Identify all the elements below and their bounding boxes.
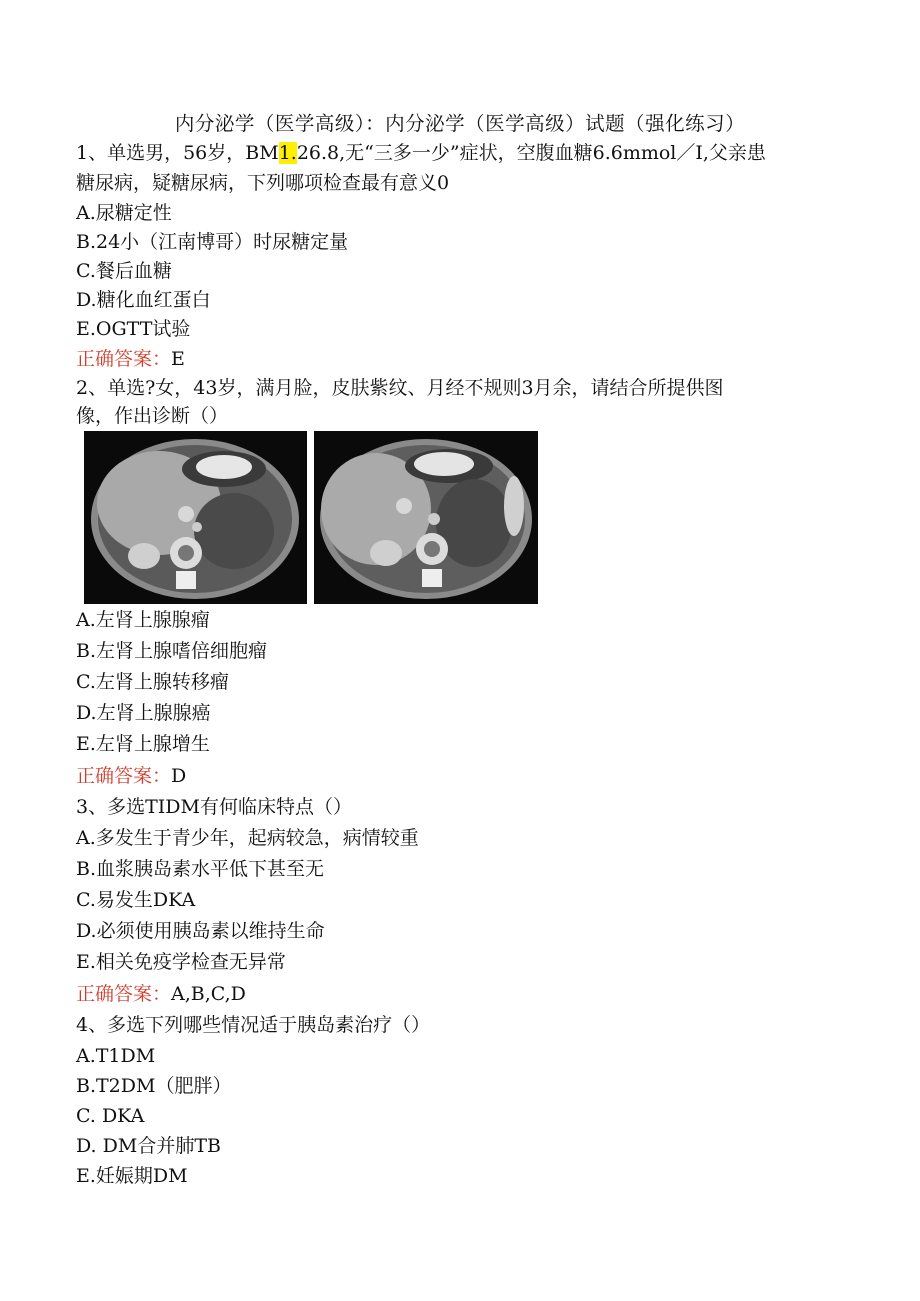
question-4-stem-line-1: 4、多选下列哪些情况适于胰岛素治疗（）	[76, 1014, 431, 1036]
question-1-answer	[76, 347, 185, 371]
answer-label: 正确答案：	[76, 348, 172, 370]
answer-value: E	[171, 348, 185, 370]
question-4-option-a: A.T1DM	[76, 1045, 156, 1067]
question-3-stem-line-1: 3、多选TIDM有何临床特点（）	[76, 796, 352, 818]
question-2-option-e: E.左肾上腺增生	[76, 733, 210, 755]
question-1-stem-line-1	[76, 141, 766, 165]
question-2-option-a: A.左肾上腺腺瘤	[76, 609, 210, 631]
answer-label: 正确答案：	[76, 765, 172, 787]
stem-text: 1、单选男，56岁，BM	[76, 142, 279, 164]
answer-label: 正确答案：	[76, 983, 172, 1005]
question-3-option-c: C.易发生DKA	[76, 889, 196, 911]
ct-scan-image-2	[314, 431, 538, 604]
question-1-option-d: D.糖化血红蛋白	[76, 289, 211, 311]
question-4-option-e: E.妊娠期DM	[76, 1165, 188, 1187]
answer-value: D	[171, 765, 187, 787]
question-4-option-c: C. DKA	[76, 1105, 145, 1127]
question-3-option-d: D.必须使用胰岛素以维持生命	[76, 920, 325, 942]
question-2-option-b: B.左肾上腺嗜倍细胞瘤	[76, 640, 268, 662]
document-title: 内分泌学（医学高级）：内分泌学（医学高级）试题（强化练习）	[174, 112, 746, 135]
question-2-option-d: D.左肾上腺腺癌	[76, 702, 211, 724]
question-4-option-d: D. DM合并肺TB	[76, 1135, 221, 1157]
question-1-stem-line-2: 糖尿病，疑糖尿病，下列哪项检查最有意义0	[76, 172, 450, 194]
stem-text: 26.8,无“三多一少”症状，空腹血糖6.6mmol／I,父亲患	[296, 142, 766, 164]
question-3-option-a: A.多发生于青少年，起病较急，病情较重	[76, 827, 419, 849]
highlighted-text: 1.	[278, 142, 297, 164]
question-2-answer	[76, 764, 186, 788]
question-2-stem-line-2: 像，作出诊断（）	[76, 405, 229, 427]
question-3-answer	[76, 982, 246, 1006]
question-1-option-b: B.24小（江南博哥）时尿糖定量	[76, 231, 349, 253]
question-4-option-b: B.T2DM（肥胖）	[76, 1075, 232, 1097]
question-1-option-c: C.餐后血糖	[76, 260, 172, 282]
question-1-option-e: E.OGTT试验	[76, 318, 191, 340]
question-2-stem-line-1: 2、单选?女，43岁，满月脸，皮肤紫纹、月经不规则3月余，请结合所提供图	[76, 377, 724, 399]
question-3-option-e: E.相关免疫学检查无异常	[76, 951, 286, 973]
question-3-option-b: B.血浆胰岛素水平低下甚至无	[76, 858, 325, 880]
question-2-option-c: C.左肾上腺转移瘤	[76, 671, 229, 693]
answer-value: A,B,C,D	[171, 983, 246, 1005]
question-1-option-a: A.尿糖定性	[76, 202, 172, 224]
ct-scan-image-1	[84, 431, 307, 604]
